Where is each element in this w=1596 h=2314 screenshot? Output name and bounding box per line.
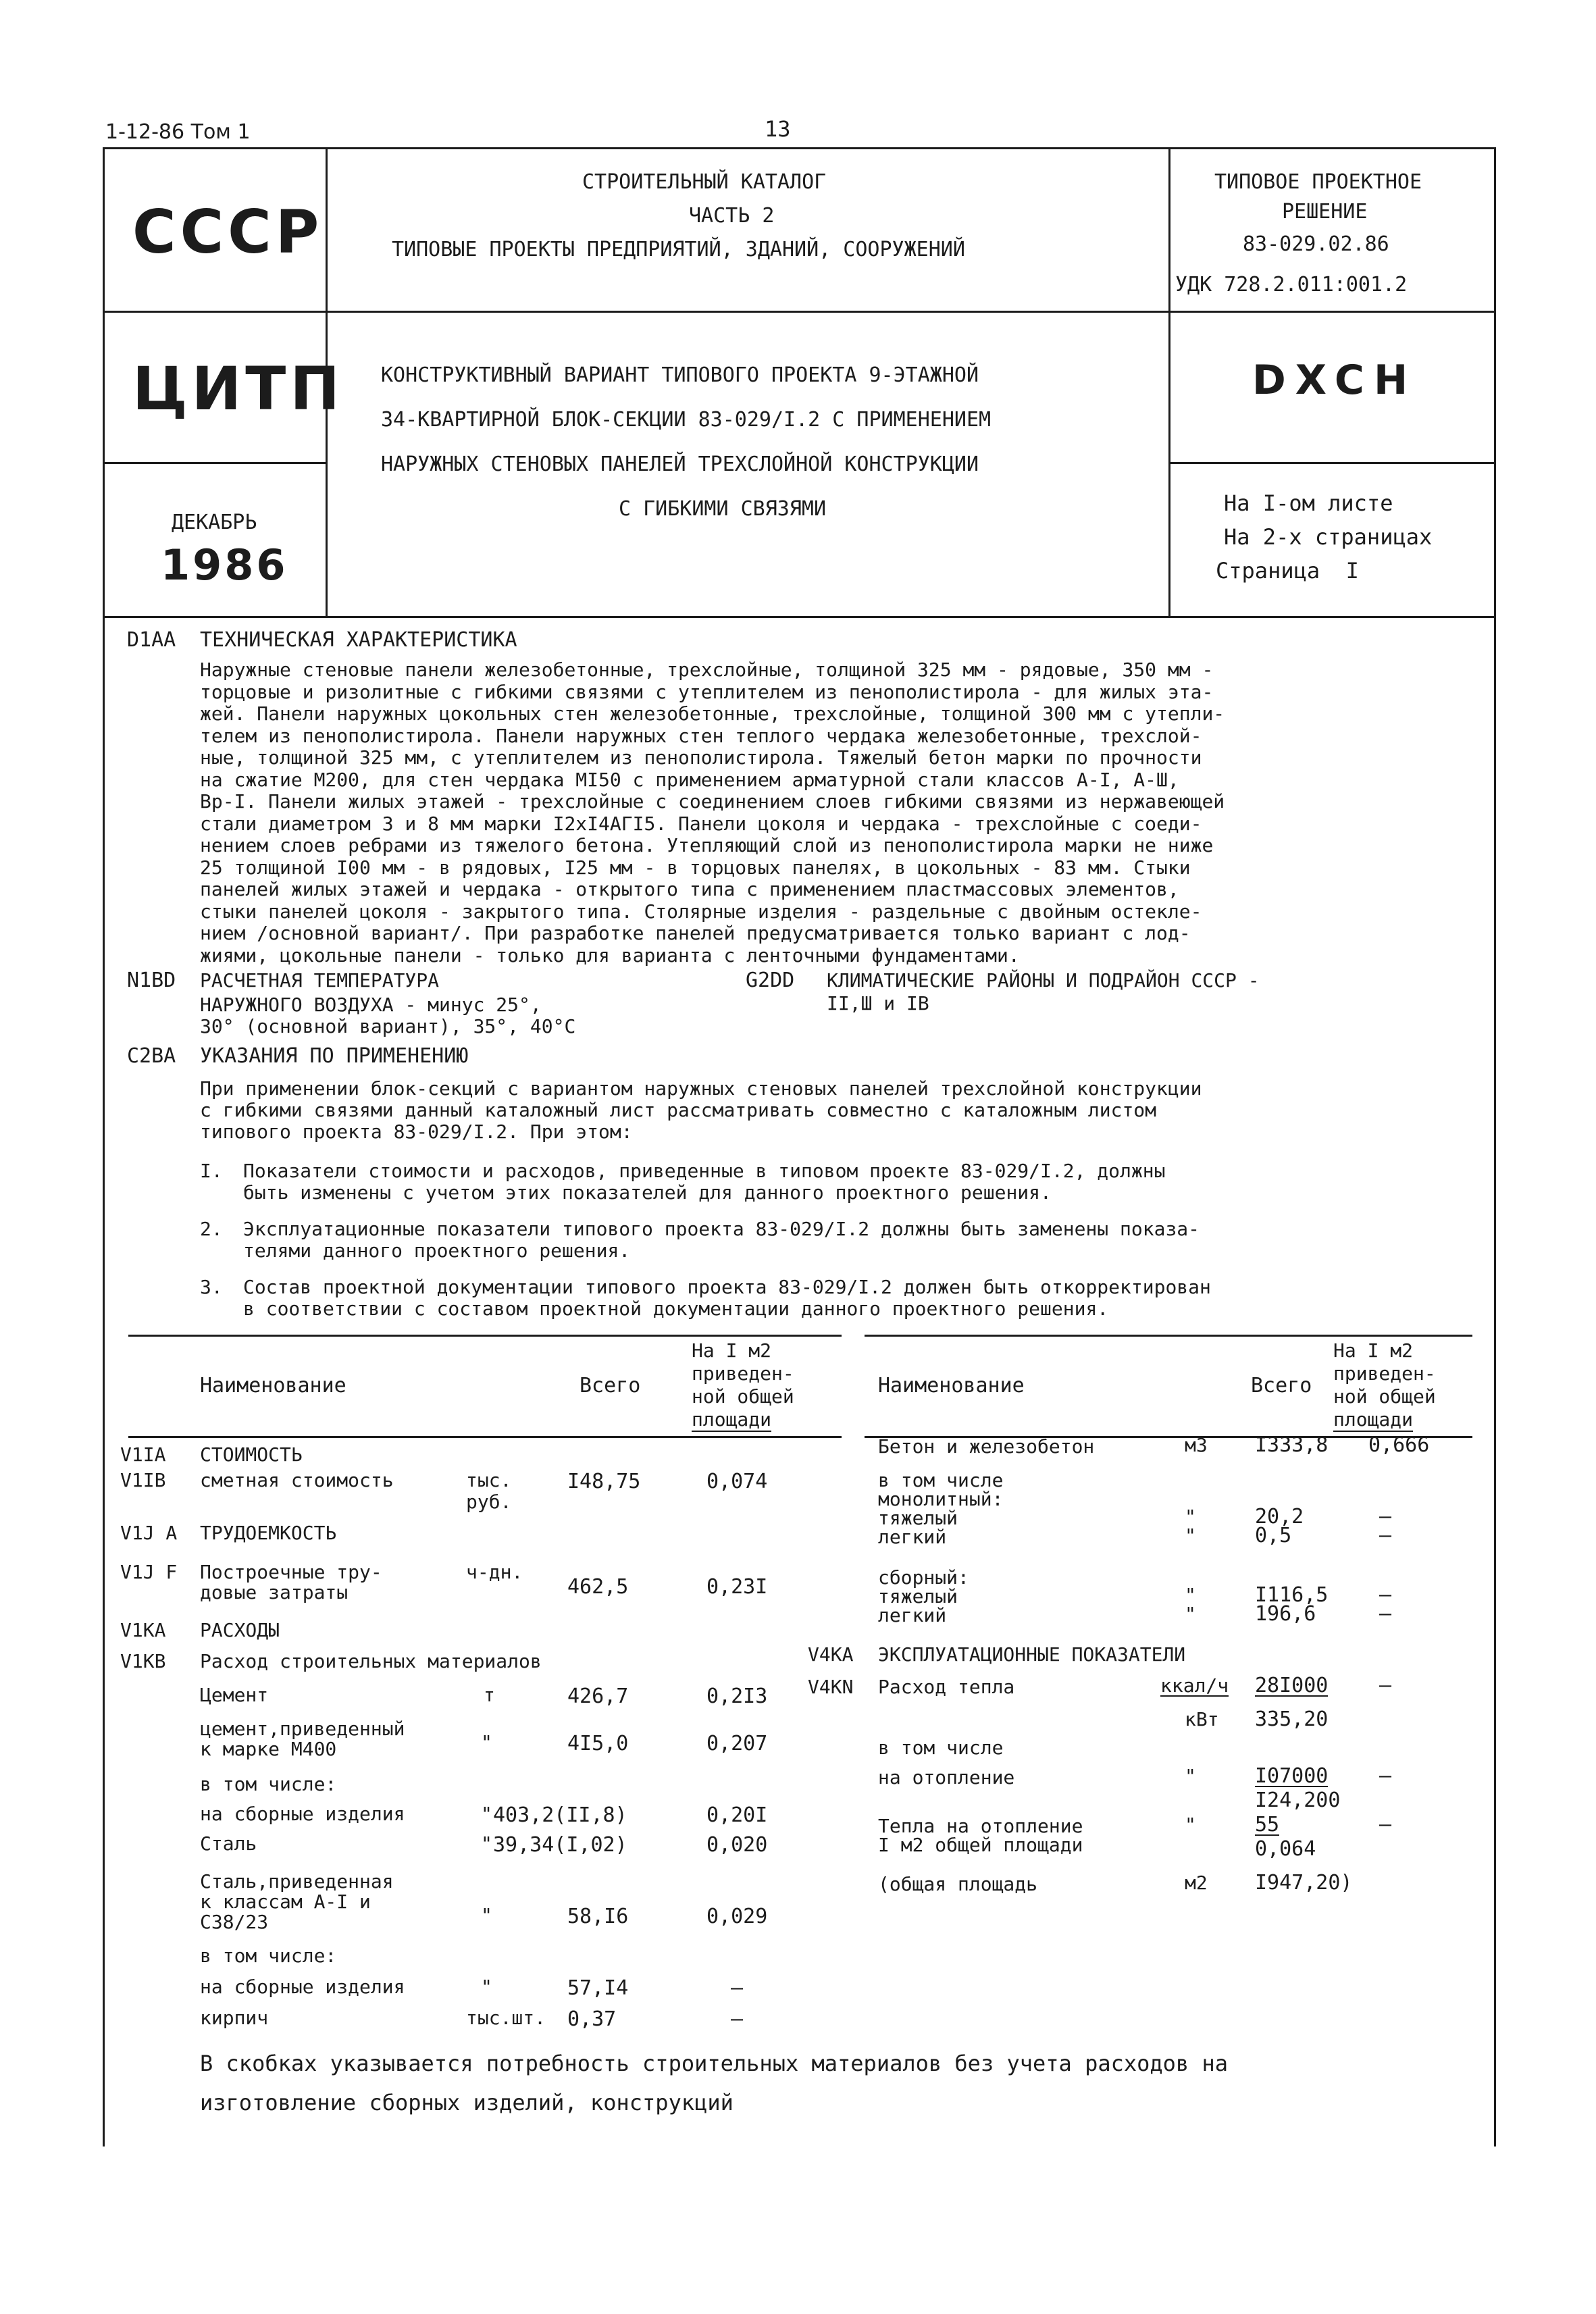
row-name: в том числе	[878, 1737, 1004, 1759]
description-line-3: НАРУЖНЫХ СТЕНОВЫХ ПАНЕЛЕЙ ТРЕХСЛОЙНОЙ КОНСТРУКЦИИ	[381, 453, 979, 476]
tech-line: нием /основной вариант/. При разработке панелей предусматривается только вариант с лод-	[200, 922, 1191, 944]
date-year: 1986	[161, 540, 288, 590]
row-unit: тыс.шт.	[466, 2007, 546, 2029]
row-name: С38/23	[200, 1911, 269, 1933]
row-code: V4KA	[808, 1643, 854, 1666]
climate-line-1: КЛИМАТИЧЕСКИЕ РАЙОНЫ И ПОДРАЙОН СССР -	[827, 969, 1260, 992]
row-per-m2: 0,23I	[706, 1575, 768, 1599]
row-unit: " "	[1185, 1506, 1196, 1547]
column-header-total: Всего	[580, 1374, 641, 1397]
tech-code: D1AA	[127, 628, 176, 652]
row-unit: "	[481, 1832, 492, 1855]
tech-line: ные, толщиной 325 мм, с утеплителем из пенополистирола. Тяжелый бетон марки по прочности	[200, 746, 1202, 769]
row-per-m2: –	[1379, 1764, 1392, 1788]
climate-code: G2DD	[746, 969, 795, 992]
row-unit: "	[481, 1904, 492, 1926]
row-code: V1KA	[120, 1619, 166, 1641]
row-per-m2: –	[1379, 1674, 1392, 1697]
solution-type: ТИПОВОЕ ПРОЕКТНОЕ	[1214, 170, 1422, 194]
org-label: ЦИТП	[132, 354, 344, 423]
row-unit: т	[484, 1684, 495, 1706]
sheet-info-2: На 2-х страницах	[1224, 524, 1433, 550]
series-label: 1-12-86 Том 1	[105, 120, 251, 144]
tech-line: нением слоев ребрами из тяжелого бетона. Утепляющий слой из пенополистирола марки не ниже	[200, 834, 1214, 856]
column-header-name: Наименование	[200, 1374, 346, 1397]
description-line-2: 34-КВАРТИРНОЙ БЛОК-СЕКЦИИ 83-029/I.2 С ПРИМЕНЕНИЕМ	[381, 408, 992, 432]
row-name: тяжелый	[878, 1585, 958, 1608]
row-total: I48,75	[567, 1470, 641, 1493]
row-per-m2: 0,666	[1368, 1433, 1430, 1457]
tech-line: стали диаметром 3 и 8 мм марки I2хI4АГI5. Панели цоколя и чердака - трехслойные с соеди-	[200, 812, 1202, 835]
row-unit: " "	[1185, 1584, 1196, 1625]
row-name: I м2 общей площади	[878, 1834, 1083, 1856]
row-name: Расход строительных материалов	[200, 1650, 542, 1672]
column-header-per-m2: приведен-	[1333, 1362, 1436, 1385]
row-total: I07000	[1255, 1764, 1329, 1788]
catalog-part: ЧАСТЬ 2	[689, 204, 775, 228]
row-name: довые затраты	[200, 1581, 349, 1603]
tech-line: жиями, цокольные панели - только для варианта с ленточными фундаментами.	[200, 944, 1020, 967]
row-name: легкий	[878, 1604, 947, 1626]
tech-line: Наружные стеновые панели железобетонные, трехслойные, толщиной 325 мм - рядовые, 350 мм -	[200, 659, 1214, 681]
row-unit: "	[1185, 1765, 1196, 1787]
row-code: V4KN	[808, 1676, 854, 1698]
row-total: 39,34(I,02)	[493, 1833, 627, 1857]
row-total: 4I5,0	[567, 1732, 629, 1755]
row-per-m2: –	[731, 1976, 744, 2000]
column-header-name: Наименование	[878, 1374, 1025, 1397]
row-name: РАСХОДЫ	[200, 1619, 280, 1641]
row-per-m2: – –	[1379, 1505, 1392, 1547]
row-name: кирпич	[200, 2007, 269, 2029]
row-per-m2: 0,207	[706, 1732, 768, 1755]
catalog-title: СТРОИТЕЛЬНЫЙ КАТАЛОГ	[582, 170, 827, 194]
row-total: 403,2(II,8)	[493, 1803, 627, 1827]
temperature-line-2: НАРУЖНОГО ВОЗДУХА - минус 25°,	[200, 994, 542, 1016]
solution-code: 83-029.02.86	[1243, 232, 1389, 256]
row-unit: "	[1185, 1814, 1196, 1836]
usage-item-line: Показатели стоимости и расходов, приведенные в типовом проекте 83-029/I.2, должны	[243, 1160, 1166, 1182]
tech-line: Вр-I. Панели жилых этажей - трехслойные с соединением слоев гибкими связями из нержавеющей	[200, 790, 1225, 813]
document-code: DXCH	[1252, 357, 1418, 404]
column-header-per-m2: ной общей	[692, 1385, 794, 1408]
sheet-info-3: Страница I	[1216, 558, 1359, 584]
row-name: Сталь	[200, 1832, 257, 1855]
row-total: I947,20)	[1255, 1871, 1353, 1895]
tech-line: на сжатие М200, для стен чердака МI50 с применением арматурной стали классов А-I, А-Ш,	[200, 768, 1179, 791]
temperature-line-3: 30° (основной вариант), 35°, 40°С	[200, 1015, 576, 1037]
column-header-per-m2: площади	[1333, 1408, 1414, 1431]
temperature-line-1: РАСЧЕТНАЯ ТЕМПЕРАТУРА	[200, 969, 440, 992]
description-line-4: С ГИБКИМИ СВЯЗЯМИ	[619, 497, 827, 521]
usage-intro-line: При применении блок-секций с вариантом наружных стеновых панелей трехслойной конструкции	[200, 1077, 1202, 1100]
row-name: тяжелый	[878, 1507, 958, 1529]
row-name: цемент,приведенный	[200, 1718, 405, 1740]
row-name: в том числе:	[200, 1945, 337, 1967]
row-per-m2: –	[731, 2007, 744, 2031]
catalog-subtitle: ТИПОВЫЕ ПРОЕКТЫ ПРЕДПРИЯТИЙ, ЗДАНИЙ, СООРУЖЕНИЙ	[392, 238, 965, 261]
column-header-per-m2: приведен-	[692, 1362, 794, 1385]
row-name: ЭКСПЛУАТАЦИОННЫЕ ПОКАЗАТЕЛИ	[878, 1643, 1186, 1666]
column-header-per-m2: ной общей	[1333, 1385, 1436, 1408]
description-line-1: КОНСТРУКТИВНЫЙ ВАРИАНТ ТИПОВОГО ПРОЕКТА 9-ЭТАЖНОЙ	[381, 363, 979, 387]
row-per-m2: 0,2I3	[706, 1685, 768, 1708]
usage-item-line: быть изменены с учетом этих показателей для данного проектного решения.	[243, 1181, 1052, 1204]
row-total: 57,I4	[567, 1976, 629, 2000]
tech-line: 25 толщиной I00 мм - в рядовых, I25 мм - в торцовых панелях, в цокольных - 83 мм. Стыки	[200, 856, 1191, 879]
row-name: Цемент	[200, 1684, 269, 1706]
row-code: V1IA	[120, 1443, 166, 1466]
usage-intro-line: с гибкими связями данный каталожный лист рассматривать совместно с каталожным листом	[200, 1099, 1157, 1121]
row-name: Построечные тру-	[200, 1561, 382, 1583]
column-header-per-m2: На I м2	[1333, 1339, 1414, 1362]
row-name: сметная стоимость	[200, 1469, 394, 1491]
row-per-m2: 0,074	[706, 1470, 768, 1493]
row-unit: м2	[1185, 1872, 1208, 1894]
usage-item-line: Состав проектной документации типового проекта 83-029/I.2 должен быть откорректирован	[243, 1276, 1211, 1298]
row-per-m2: – –	[1379, 1583, 1392, 1626]
usage-code: C2BA	[127, 1044, 176, 1068]
row-total-secondary: I24,200	[1255, 1789, 1341, 1812]
row-total: I333,8	[1255, 1433, 1329, 1457]
row-per-m2: 0,020	[706, 1833, 768, 1857]
row-name: к марке М400	[200, 1738, 337, 1760]
row-name: Бетон и железобетон	[878, 1435, 1095, 1458]
row-name: Сталь,приведенная	[200, 1870, 394, 1893]
climate-line-2: II,Ш и IВ	[827, 992, 929, 1014]
row-name: в том числе:	[200, 1773, 337, 1795]
row-name: на сборные изделия	[200, 1803, 405, 1825]
row-total-secondary: 0,064	[1255, 1837, 1316, 1861]
row-per-m2: –	[1379, 1813, 1392, 1836]
row-name: в том числе	[878, 1469, 1004, 1491]
row-unit: "	[481, 1803, 492, 1825]
udk-code: УДК 728.2.011:001.2	[1175, 273, 1408, 297]
row-total: 462,5	[567, 1575, 629, 1599]
row-total: 20,2 0,5	[1255, 1505, 1304, 1547]
row-per-m2: 0,20I	[706, 1803, 768, 1827]
tech-line: стыки панелей цоколя - закрытого типа. Столярные изделия - раздельные с двойным остекле-	[200, 900, 1202, 923]
column-header-per-m2: площади	[692, 1408, 772, 1431]
row-name: сборный:	[878, 1566, 969, 1589]
row-code: V1J A	[120, 1522, 178, 1544]
column-header-total: Всего	[1251, 1374, 1312, 1397]
row-name: на отопление	[878, 1766, 1015, 1789]
row-name: ТРУДОЕМКОСТЬ	[200, 1522, 337, 1544]
footnote-line-2: изготовление сборных изделий, конструкций	[200, 2090, 733, 2115]
usage-item-line: телями данного проектного решения.	[243, 1239, 631, 1262]
row-name: на сборные изделия	[200, 1976, 405, 1998]
row-unit: ккал/ч	[1160, 1674, 1229, 1697]
row-name: (общая площадь	[878, 1873, 1038, 1895]
row-total: 426,7	[567, 1685, 629, 1708]
date-month: ДЕКАБРЬ	[172, 511, 257, 534]
row-unit: тыс. руб.	[466, 1469, 512, 1513]
row-unit: ч-дн.	[466, 1561, 523, 1583]
row-total: 28I000	[1255, 1674, 1329, 1697]
temperature-code: N1BD	[127, 969, 176, 992]
usage-item-line: в соответствии с составом проектной документации данного проектного решения.	[243, 1297, 1109, 1320]
usage-item-number: I.	[200, 1160, 223, 1182]
row-total: 55	[1255, 1813, 1280, 1836]
tech-line: панелей жилых этажей и чердака - открытого типа с применением пластмассовых элементов,	[200, 878, 1179, 900]
row-total: 58,I6	[567, 1905, 629, 1928]
sheet-info-1: На I-ом листе	[1224, 490, 1393, 516]
column-header-per-m2: На I м2	[692, 1339, 772, 1362]
usage-intro-line: типового проекта 83-029/I.2. При этом:	[200, 1121, 633, 1143]
usage-item-line: Эксплуатационные показатели типового проекта 83-029/I.2 должны быть заменены показа-	[243, 1218, 1200, 1240]
row-unit: м3	[1185, 1434, 1208, 1456]
row-per-m2: 0,029	[706, 1905, 768, 1928]
solution-label: РЕШЕНИЕ	[1282, 200, 1368, 224]
row-total: 0,37	[567, 2007, 617, 2031]
usage-item-number: 2.	[200, 1218, 223, 1240]
row-total: 335,20	[1255, 1707, 1329, 1731]
page-number: 13	[765, 116, 791, 142]
country-label: СССР	[132, 197, 324, 267]
row-name: легкий	[878, 1526, 947, 1548]
row-unit: "	[481, 1976, 492, 1998]
usage-item-number: 3.	[200, 1276, 223, 1298]
row-code: V1IB	[120, 1469, 166, 1491]
row-name: к классам А-I и	[200, 1891, 371, 1913]
tech-line: жей. Панели наружных цокольных стен железобетонные, трехслойные, толщиной 300 мм с утепли-	[200, 702, 1225, 725]
row-name: Тепла на отопление	[878, 1815, 1083, 1837]
row-unit: кВт	[1185, 1708, 1219, 1730]
row-unit: "	[481, 1731, 492, 1753]
tech-line: телем из пенополистирола. Панели наружных стен теплого чердака железобетонные, трехслой-	[200, 724, 1202, 747]
tech-line: торцовые и ризолитные с гибкими связями с утеплителем из пенополистирола - для жилых эта-	[200, 680, 1214, 703]
row-name: СТОИМОСТЬ	[200, 1443, 303, 1466]
tech-heading: ТЕХНИЧЕСКАЯ ХАРАКТЕРИСТИКА	[200, 628, 517, 652]
row-name: монолитный:	[878, 1488, 1004, 1510]
row-name: Расход тепла	[878, 1676, 1015, 1698]
usage-heading: УКАЗАНИЯ ПО ПРИМЕНЕНИЮ	[200, 1044, 469, 1068]
row-code: V1J F	[120, 1561, 178, 1583]
row-total: I116,5 196,6	[1255, 1583, 1329, 1626]
footnote-line-1: В скобках указывается потребность строительных материалов без учета расходов на	[200, 2051, 1228, 2076]
row-code: V1KB	[120, 1650, 166, 1672]
